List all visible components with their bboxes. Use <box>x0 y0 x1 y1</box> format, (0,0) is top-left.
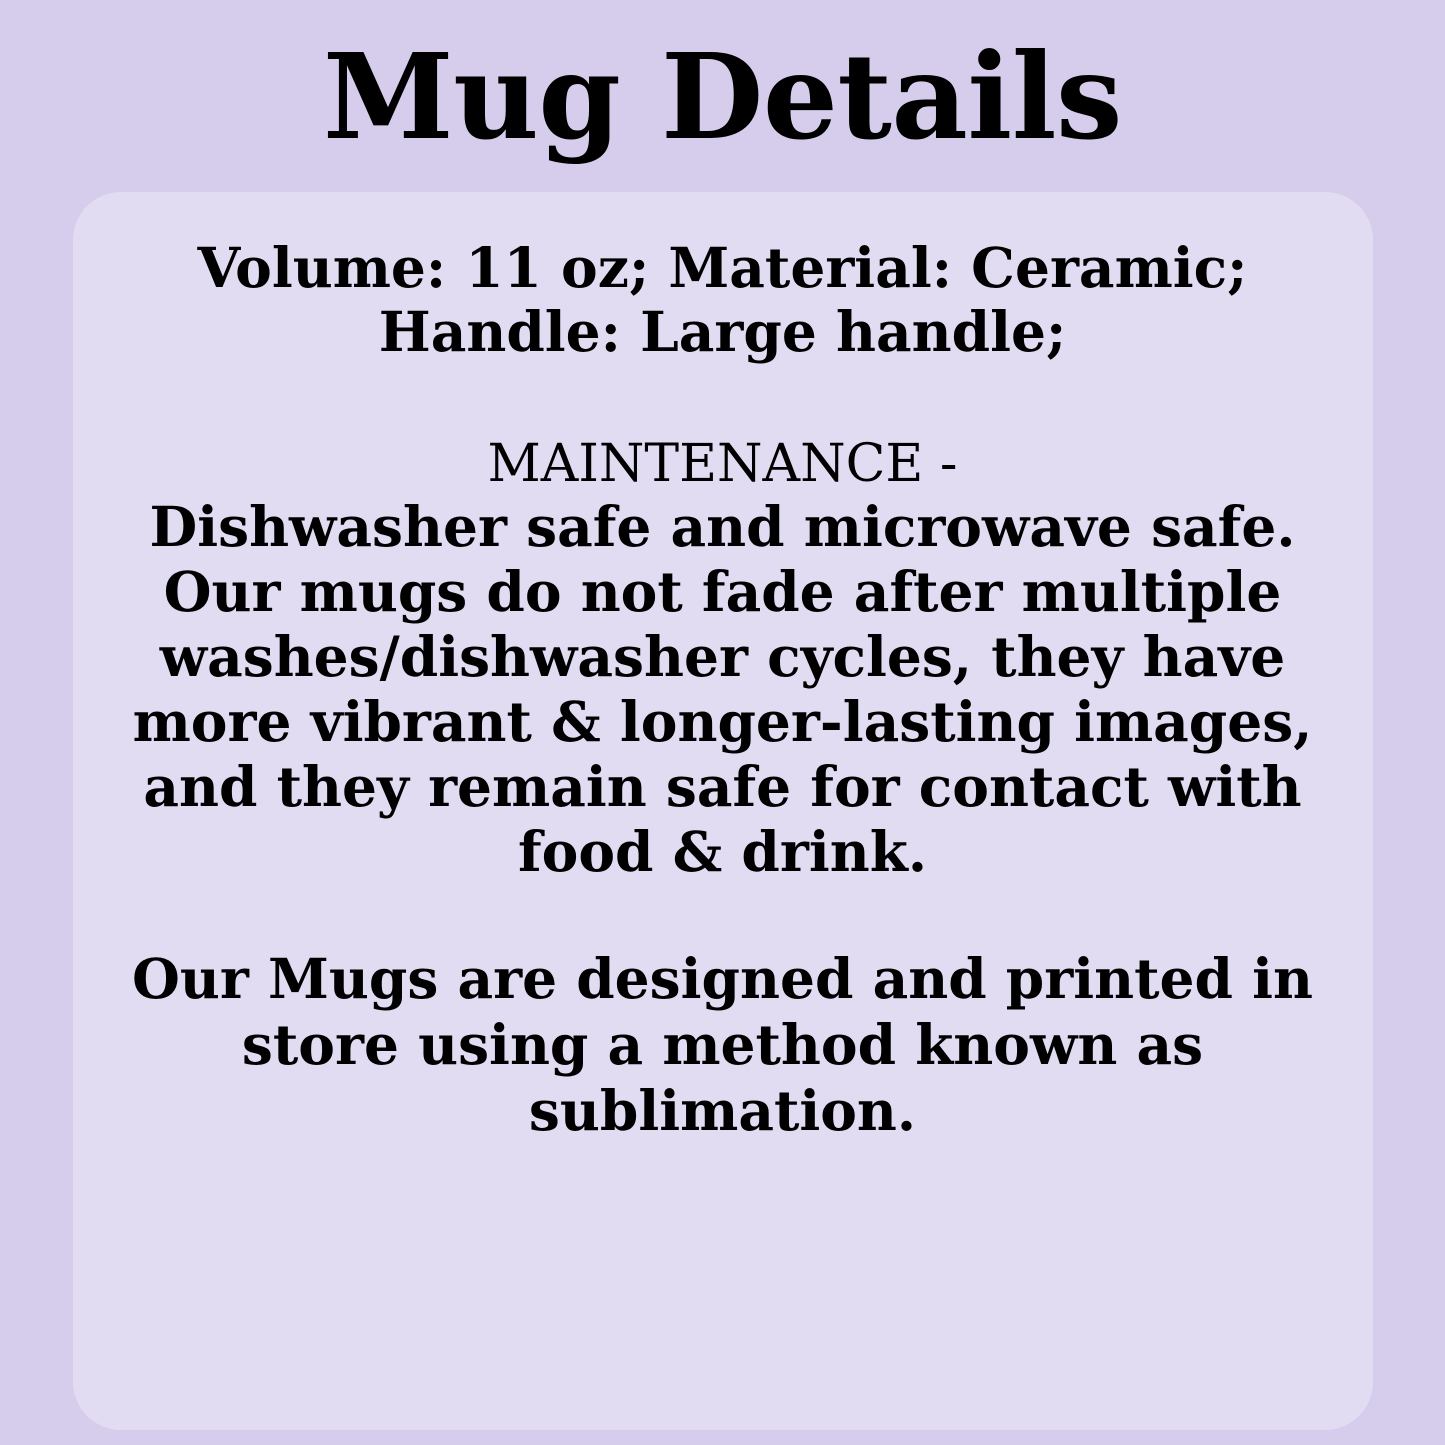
maintenance-body: Dishwasher safe and microwave safe. Our mugs do not fade after multiple washes/dishwasher cycles, they have more vibrant & longer-lasting images, and they remain safe for contact with food & drink. <box>132 494 1313 884</box>
sublimation-note: Our Mugs are designed and printed in store using a method known as sublimation. <box>132 946 1313 1144</box>
specs-text: Volume: 11 oz; Material: Ceramic; Handle: Large handle; <box>197 235 1248 365</box>
details-card <box>73 192 1373 1430</box>
spacer-1 <box>129 375 1317 433</box>
spacer-2 <box>129 884 1317 946</box>
page-title: Mug Details <box>323 27 1122 166</box>
maintenance-heading: MAINTENANCE - <box>487 433 958 494</box>
